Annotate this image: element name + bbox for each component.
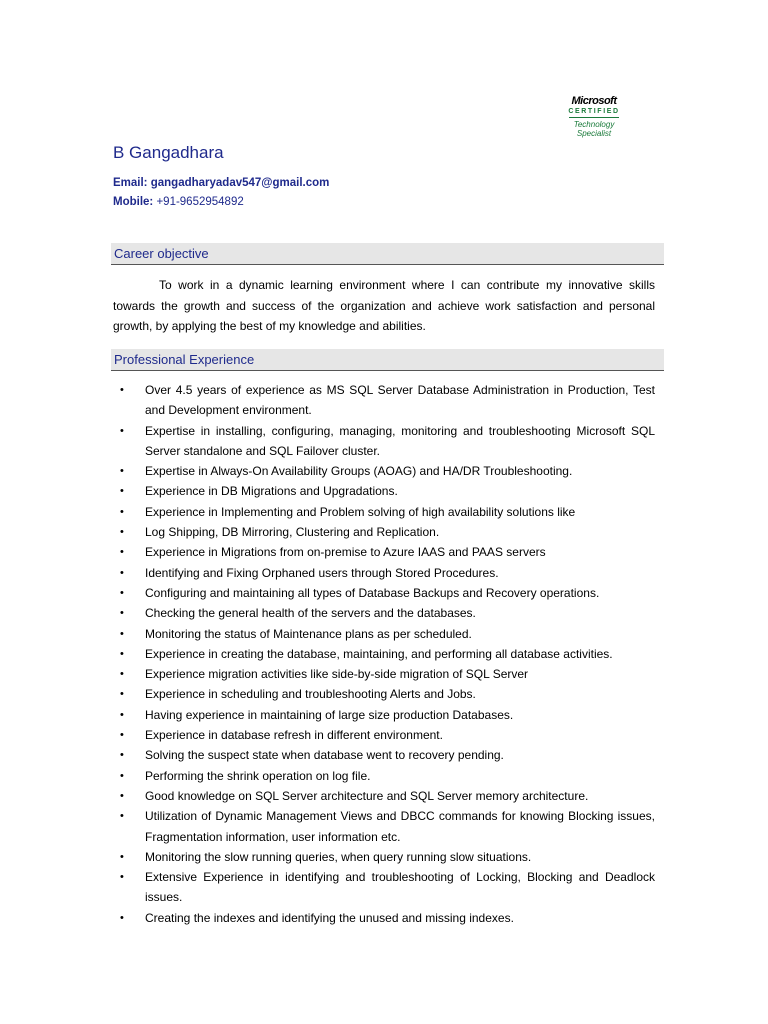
list-item [113, 603, 655, 623]
logo-line1: Technology [573, 120, 615, 129]
list-item [113, 502, 655, 522]
list-item [113, 908, 655, 928]
list-item [113, 522, 655, 542]
list-item-text: Performing the shrink operation on log file. [145, 768, 371, 783]
logo-divider [569, 117, 619, 118]
list-item-text: Monitoring the status of Maintenance plans as per scheduled. [145, 626, 472, 641]
bullet-icon: • [120, 708, 124, 721]
bullet-icon: • [120, 566, 124, 579]
bullet-icon: • [120, 505, 124, 518]
bullet-icon: • [120, 688, 124, 701]
list-item [113, 867, 655, 908]
list-item-text: Experience in scheduling and troubleshooting Alerts and Jobs. [145, 687, 476, 702]
list-item-text: Experience in Implementing and Problem solving of high availability solutions like [145, 504, 576, 519]
list-item [113, 725, 655, 745]
list-item-text: Solving the suspect state when database went to recovery pending. [145, 748, 504, 763]
bullet-icon: • [120, 607, 124, 620]
list-item-text: Expertise in Always-On Availability Groups (AOAG) and HA/DR Troubleshooting. [145, 464, 573, 479]
bullet-icon: • [120, 526, 124, 539]
email-value[interactable]: gangadharyadav547@gmail.com [150, 177, 330, 189]
list-item-text: Good knowledge on SQL Server architecture and SQL Server memory architecture. [145, 788, 589, 803]
email-label: Email: [113, 177, 148, 189]
list-item [113, 583, 655, 603]
logo-line2: Specialist [576, 129, 612, 138]
list-item-text: Monitoring the slow running queries, when query running slow situations. [145, 849, 532, 864]
bullet-icon: • [120, 911, 124, 924]
bullet-icon: • [120, 729, 124, 742]
list-item [113, 624, 655, 644]
list-item-text: Log Shipping, DB Mirroring, Clustering and Replication. [145, 525, 440, 540]
bullet-icon: • [120, 850, 124, 863]
list-item [113, 664, 655, 684]
objective-paragraph: To work in a dynamic learning environment where I can contribute my innovative skills towards the growth and success of the organization and achieve work satisfaction and personal growth, by applying the best of my knowledge and abilities. [113, 278, 655, 333]
list-item-text: Checking the general health of the servers and the databases. [145, 606, 476, 621]
section-title: Professional Experience [114, 352, 255, 367]
logo-brand: Microsoft [571, 95, 617, 107]
list-item-text: Over 4.5 years of experience as MS SQL Server Database Administration in Production, Test and Development environment. [145, 383, 655, 418]
mobile-label: Mobile: [113, 196, 154, 208]
microsoft-certified-logo [566, 96, 622, 152]
list-item [113, 745, 655, 765]
mobile-value: +91-9652954892 [156, 196, 244, 208]
list-item [113, 542, 655, 562]
list-item-text: Expertise in installing, configuring, managing, monitoring and troubleshooting Microsoft SQL Server standalone and SQL Failover cluster. [145, 423, 655, 458]
bullet-icon: • [120, 749, 124, 762]
list-item [113, 421, 655, 462]
list-item [113, 786, 655, 806]
bullet-icon: • [120, 810, 124, 823]
list-item-text: Extensive Experience in identifying and troubleshooting of Locking, Blocking and Deadlock issues. [145, 870, 655, 905]
list-item [113, 847, 655, 867]
logo-certified: CERTIFIED [568, 108, 620, 115]
bullet-icon: • [120, 769, 124, 782]
list-item [113, 563, 655, 583]
list-item-text: Experience in Migrations from on-premise to Azure IAAS and PAAS servers [145, 545, 546, 560]
bullet-icon: • [120, 586, 124, 599]
bullet-icon: • [120, 465, 124, 478]
bullet-icon: • [120, 384, 124, 396]
list-item [113, 461, 655, 481]
list-item-text: Experience in creating the database, maintaining, and performing all database activities. [145, 646, 613, 661]
bullet-icon: • [120, 546, 124, 559]
email-line [113, 177, 329, 189]
list-item-text: Creating the indexes and identifying the unused and missing indexes. [145, 910, 514, 925]
list-item-text: Experience in DB Migrations and Upgradations. [145, 484, 398, 499]
section-title: Career objective [114, 246, 209, 261]
bullet-icon: • [120, 789, 124, 802]
list-item [113, 684, 655, 704]
candidate-name: B Gangadhara [113, 143, 224, 162]
list-item [113, 380, 655, 421]
section-header-career-objective [111, 243, 664, 265]
bullet-icon: • [120, 668, 124, 681]
section-header-professional-experience [111, 349, 664, 371]
bullet-icon: • [120, 485, 124, 498]
list-item-text: Configuring and maintaining all types of Database Backups and Recovery operations. [145, 585, 600, 600]
experience-list [113, 380, 655, 928]
list-item-text: Having experience in maintaining of large size production Databases. [145, 707, 514, 722]
bullet-icon: • [120, 647, 124, 660]
list-item-text: Experience in database refresh in different environment. [145, 728, 443, 743]
mobile-line [113, 196, 244, 208]
list-item [113, 806, 655, 847]
list-item [113, 705, 655, 725]
bullet-icon: • [120, 627, 124, 640]
list-item-text: Utilization of Dynamic Management Views and DBCC commands for knowing Blocking issues, Fragmentation information, user information etc. [145, 809, 655, 844]
list-item [113, 481, 655, 501]
list-item-text: Identifying and Fixing Orphaned users through Stored Procedures. [145, 565, 499, 580]
bullet-icon: • [120, 871, 124, 884]
list-item [113, 644, 655, 664]
list-item-text: Experience migration activities like side-by-side migration of SQL Server [145, 667, 529, 682]
list-item [113, 766, 655, 786]
bullet-icon: • [120, 424, 124, 437]
